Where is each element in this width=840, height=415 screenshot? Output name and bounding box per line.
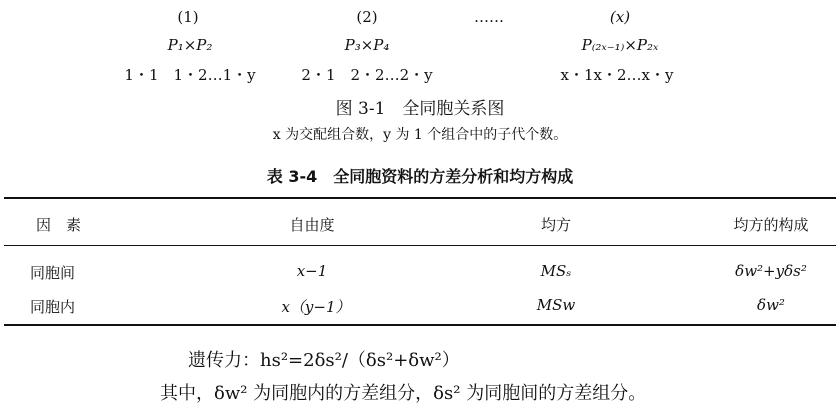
header-ms: 均方 [540,216,572,234]
header-factor: 因 素 [36,216,82,234]
figure-note: x 为交配组合数，y 为 1 个组合中的子代个数。 [272,127,568,143]
group-1-label: (1) [177,8,199,26]
row-2-composition: δw² [757,296,785,314]
row-2-factor: 同胞内 [30,298,76,316]
group-2-pair: P₃×P₄ [344,36,390,54]
group-1-pair: P₁×P₂ [167,36,213,54]
group-2-label: (2) [356,8,378,26]
row-1-df: x−1 [296,262,328,280]
table-title: 表 3-4 全同胞资料的方差分析和均方构成 [266,167,574,186]
header-df: 自由度 [289,216,335,234]
group-x-pair: P₍₂ₓ₋₁₎×P₂ₓ [581,36,659,54]
group-2-offspring: 2・1 2・2…2・y [301,66,433,84]
table-top-rule [4,197,836,199]
table-bottom-rule [4,324,836,326]
row-1-ms: MSₛ [540,262,572,280]
header-composition: 均方的构成 [733,216,809,234]
row-2-df: x（y−1） [281,298,351,316]
group-x-offspring: x・1x・2…x・y [560,66,674,84]
table-header-rule [4,245,836,246]
group-1-offspring: 1・1 1・2…1・y [124,66,256,84]
row-2-ms: MSw [536,296,576,314]
figure-caption: 图 3-1 全同胞关系图 [335,99,505,119]
heritability-formula: 遗传力：hs²=2δs²/（δs²+δw²） [188,350,460,371]
formula-explanation: 其中，δw² 为同胞内的方差组分，δs² 为同胞间的方差组分。 [160,383,647,404]
row-1-composition: δw²+yδs² [735,262,807,280]
ellipsis: …… [474,8,504,26]
group-x-label: (x) [609,8,631,26]
row-1-factor: 同胞间 [30,264,76,282]
